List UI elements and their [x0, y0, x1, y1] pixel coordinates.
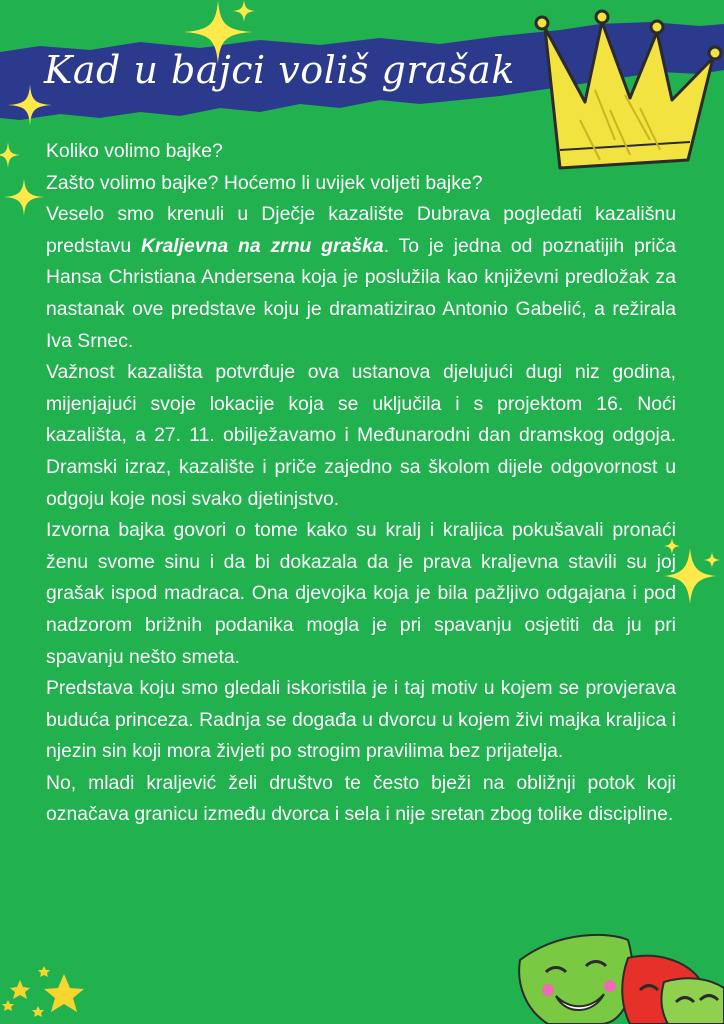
paragraph-the-play: Predstava koju smo gledali iskoristila je i taj motiv u kojem se provjerava buduća princeza. Radnja se događa u dvorcu u kojem živi majka kraljica i njezin sin koji mora živjeti po strogim pravilima bez prijatelja. [46, 677, 676, 763]
paragraph-original-tale: Izvorna bajka govori o tome kako su kralj i kraljica pokušavali pronaći ženu svome sinu i da bi dokazala da je prava kraljevna stavili su joj grašak ispod madraca. Ona djevojka koja je bila pažljivo odgajana i pod nadzorom brižnih podanika mogla je pri spavanju osjetiti da ju pri spavanju nešto smeta. [46, 519, 676, 668]
paragraph-prince: No, mladi kraljević želi društvo te često bježi na obližnji potok koji označava granicu između dvorca i sela i nije sretan zbog tolike discipline. [46, 771, 676, 826]
paragraph-visit-end: . To je jedna od poznatijih priča Hansa Christiana Andersena koja je poslužila kao književni predložak za nastanak ove predstave koju je dramatizirao Antonio Gabelić, a režirala Iva Srnec. [46, 234, 676, 352]
article-body [46, 136, 676, 831]
paragraph-theatre-importance: Važnost kazališta potvrđuje ova ustanova djelujući dugi niz godina, mijenjajući svoje lokacije koja se uključila i s projektom 16. Noći kazališta, a 27. 11. obilježavamo i Međunarodni dan dramskog odgoja. Dramski izraz, kazalište i priče zajedno sa školom dijele odgovornost u odgoju koje nosi svako djetinjstvo. [46, 361, 676, 510]
page-title: Kad u bajci voliš grašak [44, 48, 515, 92]
theater-masks-icon [519, 935, 724, 1024]
play-title: Kraljevna na zrnu graška [140, 234, 384, 257]
paragraph-visit [46, 199, 676, 357]
intro-question-1: Koliko volimo bajke? [46, 140, 223, 162]
paragraph-visit-start: Veselo smo krenuli u Dječje kazalište Dubrava pogledati kazališnu predstavu [46, 203, 676, 257]
confetti-stars-icon [2, 966, 84, 1017]
intro-question-2: Zašto volimo bajke? Hoćemo li uvijek voljeti bajke? [46, 171, 483, 194]
